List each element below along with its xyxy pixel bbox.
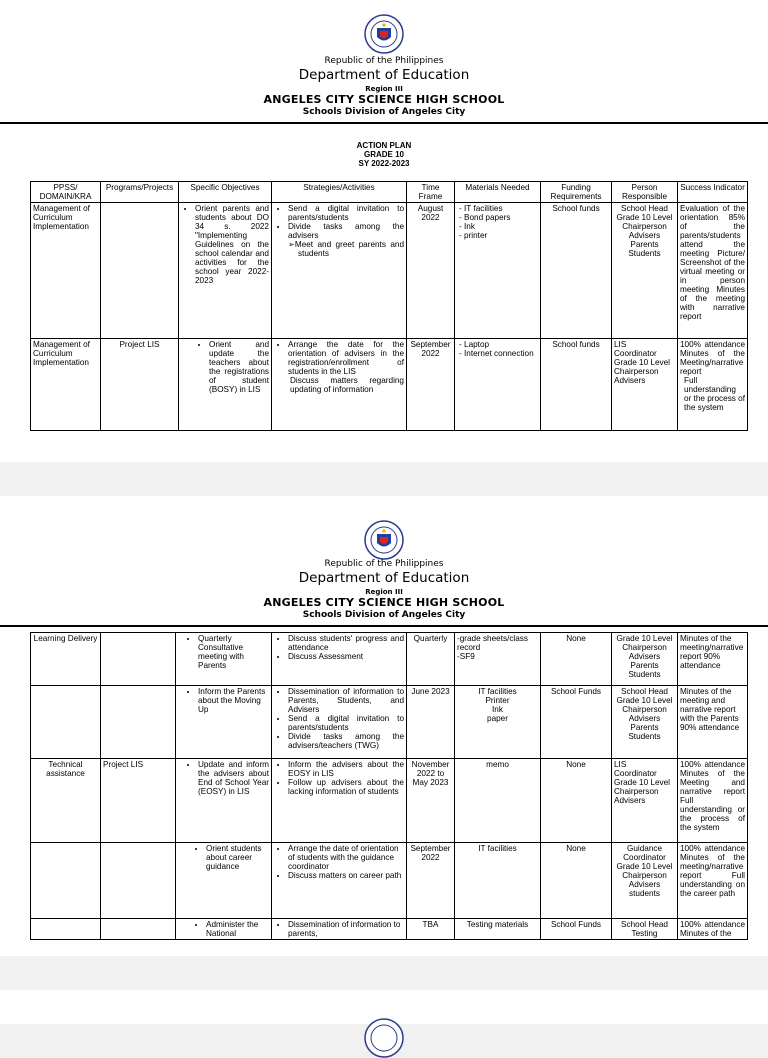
- objectives-cell: [176, 843, 272, 919]
- indicator-cell: 100% attendance Minutes of the meeting/narrative report Full understanding on the career path: [678, 843, 748, 919]
- person-line: students: [629, 889, 660, 898]
- person-line: Coordinator: [614, 349, 657, 358]
- list-item: • Follow up advisers about the lacking information of students: [288, 778, 404, 796]
- persons-cell: [612, 339, 678, 431]
- time-cell: Quarterly: [407, 633, 455, 686]
- domain-cell: Management of Curriculum Implementation: [31, 203, 101, 339]
- division-line: Schools Division of Angeles City: [302, 107, 466, 117]
- indicator-cell: 100% attendance Minutes of the Meeting and narrative report Full understanding or the process of the system: [678, 759, 748, 843]
- funding-cell: School funds: [541, 339, 612, 431]
- program-cell: Project LIS: [101, 759, 176, 843]
- person-line: Parents: [630, 240, 659, 249]
- objectives-cell: [176, 686, 272, 759]
- domain-cell: Management of Curriculum Implementation: [31, 339, 101, 431]
- indicator-cell: [678, 339, 748, 431]
- person-line: Students: [628, 249, 661, 258]
- person-line: Coordinator: [614, 769, 657, 778]
- persons-cell: [612, 843, 678, 919]
- person-line: Chairperson: [614, 787, 659, 796]
- col-header: Time Frame: [407, 182, 455, 203]
- list-item: - Internet connection: [467, 349, 538, 358]
- person-line: Testing: [631, 929, 658, 938]
- program-cell: [101, 843, 176, 919]
- list-item: • Divide tasks among the advisers/teachers (TWG): [288, 732, 404, 750]
- list-item: • Administer the National: [206, 920, 269, 938]
- program-cell: [101, 633, 176, 686]
- strategies-cell: [272, 919, 407, 940]
- republic-line: Republic of the Philippines: [324, 559, 444, 569]
- objectives-cell: [179, 203, 272, 339]
- persons-cell: [612, 633, 678, 686]
- funding-cell: School funds: [541, 203, 612, 339]
- header-rule: [0, 122, 768, 124]
- list-item: • Dissemination of information to Parents, Students, and Advisers: [288, 687, 404, 714]
- action-plan-table-2: [30, 632, 748, 940]
- list-item: • Orient and update the teachers about the registrations of student (BOSY) in LIS: [209, 340, 269, 394]
- strategies-cell: [272, 203, 407, 339]
- person-line: Chairperson: [622, 871, 667, 880]
- person-line: School Head: [621, 204, 668, 213]
- plan-sy: SY 2022-2023: [358, 159, 410, 168]
- indicator-cell: Minutes of the meeting/narrative report 90% attendance: [678, 633, 748, 686]
- table-row: [31, 686, 748, 759]
- document-page-2: [0, 496, 768, 956]
- material-line: Printer: [485, 696, 510, 705]
- funding-cell: None: [541, 759, 612, 843]
- republic-line: Republic of the Philippines: [324, 56, 444, 66]
- time-cell: August 2022: [407, 203, 455, 339]
- list-item: • Inform the Parents about the Moving Up: [198, 687, 269, 714]
- col-header: Person Responsible: [612, 182, 678, 203]
- funding-cell: None: [541, 843, 612, 919]
- time-cell: September 2022: [407, 339, 455, 431]
- person-line: Students: [628, 732, 661, 741]
- program-cell: [101, 919, 176, 940]
- person-line: LIS: [614, 340, 627, 349]
- strategies-cell: [272, 759, 407, 843]
- list-item: - Bond papers: [467, 213, 538, 222]
- col-header: PPSS/ DOMAIN/KRA: [31, 182, 101, 203]
- material-line: -SF9: [457, 652, 475, 661]
- department-title: Department of Education: [298, 570, 470, 586]
- col-header: Specific Objectives: [179, 182, 272, 203]
- list-item: • Arrange the date of orientation of students with the guidance coordinator: [288, 844, 404, 871]
- domain-cell: [31, 919, 101, 940]
- strategy-note: Discuss matters regarding updating of information: [290, 376, 404, 394]
- time-cell: June 2023: [407, 686, 455, 759]
- list-item: • Orient students about career guidance: [206, 844, 269, 871]
- materials-cell: [455, 633, 541, 686]
- objectives-cell: [176, 919, 272, 940]
- list-item: - printer: [467, 231, 538, 240]
- table-header-row: [31, 182, 748, 203]
- time-cell: September 2022: [407, 843, 455, 919]
- indicator-cell: Evaluation of the orientation 85% of the parents/students attend the meeting Picture/ Screenshot of the virtual meeting or in person meeting Minutes of the meeting with narrative report: [678, 203, 748, 339]
- person-line: Parents: [630, 661, 659, 670]
- list-item: ➢ Meet and greet parents and students: [298, 240, 404, 258]
- materials-cell: [455, 339, 541, 431]
- deped-seal-icon: [364, 14, 404, 54]
- material-line: IT facilities: [478, 844, 517, 853]
- school-name: ANGELES CITY SCIENCE HIGH SCHOOL: [263, 93, 505, 106]
- col-header: Materials Needed: [455, 182, 541, 203]
- person-line: Advisers: [614, 376, 646, 385]
- funding-cell: None: [541, 633, 612, 686]
- program-cell: [101, 203, 179, 339]
- strategies-cell: [272, 633, 407, 686]
- strategies-cell: [272, 843, 407, 919]
- list-item: • Dissemination of information to parents,: [288, 920, 404, 938]
- person-line: Advisers: [628, 880, 661, 889]
- persons-cell: [612, 759, 678, 843]
- list-item: • Discuss students' progress and attendance: [288, 634, 404, 652]
- person-line: Grade 10 Level: [616, 213, 673, 222]
- list-item: - Laptop: [467, 340, 538, 349]
- objectives-cell: [179, 339, 272, 431]
- list-item: - Ink: [467, 222, 538, 231]
- person-line: School Head: [621, 687, 668, 696]
- time-cell: TBA: [407, 919, 455, 940]
- person-line: School Head: [621, 920, 668, 929]
- table-row: [31, 633, 748, 686]
- material-line: Ink: [492, 705, 503, 714]
- list-item: • Inform the advisers about the EOSY in LIS: [288, 760, 404, 778]
- objectives-cell: [176, 633, 272, 686]
- domain-cell: Technical assistance: [31, 759, 101, 843]
- strategies-cell: [272, 686, 407, 759]
- department-title: Department of Education: [298, 67, 470, 83]
- material-line: Testing materials: [466, 920, 529, 929]
- indicator-text: 100% attendance Minutes of the Meeting/narrative report: [680, 340, 745, 376]
- person-line: Grade 10 Level: [616, 634, 673, 643]
- strategies-cell: [272, 339, 407, 431]
- list-item: - IT facilities: [467, 204, 538, 213]
- program-cell: Project LIS: [101, 339, 179, 431]
- material-line: paper: [487, 714, 508, 723]
- person-line: Chairperson: [614, 367, 659, 376]
- funding-cell: School Funds: [541, 919, 612, 940]
- person-line: Chairperson: [622, 705, 667, 714]
- deped-seal-icon: [364, 520, 404, 560]
- table-row: [31, 919, 748, 940]
- indicator-cell: 100% attendance Minutes of the: [678, 919, 748, 940]
- materials-cell: [455, 686, 541, 759]
- table-row: [31, 203, 748, 339]
- plan-title: ACTION PLAN: [356, 141, 412, 150]
- persons-cell: [612, 686, 678, 759]
- material-line: memo: [486, 760, 509, 769]
- time-cell: November 2022 to May 2023: [407, 759, 455, 843]
- person-line: Advisers: [628, 231, 661, 240]
- person-line: Coordinator: [623, 853, 666, 862]
- persons-cell: [612, 203, 678, 339]
- table-row: [31, 759, 748, 843]
- region-line: Region III: [365, 85, 403, 93]
- materials-cell: [455, 759, 541, 843]
- school-name: ANGELES CITY SCIENCE HIGH SCHOOL: [263, 596, 505, 609]
- materials-cell: [455, 843, 541, 919]
- col-header: Strategies/Activities: [272, 182, 407, 203]
- person-line: Grade 10 Level: [616, 696, 673, 705]
- domain-cell: [31, 843, 101, 919]
- person-line: Advisers: [614, 796, 646, 805]
- col-header: Funding Requirements: [541, 182, 612, 203]
- header-rule: [0, 625, 768, 627]
- person-line: Advisers: [628, 714, 661, 723]
- person-line: Grade 10 Level: [614, 778, 670, 787]
- person-line: Chairperson: [622, 222, 667, 231]
- col-header: Programs/Projects: [101, 182, 179, 203]
- person-line: Parents: [630, 723, 659, 732]
- funding-cell: School Funds: [541, 686, 612, 759]
- materials-cell: [455, 203, 541, 339]
- region-line: Region III: [365, 588, 403, 596]
- table-row: [31, 843, 748, 919]
- list-item: • Discuss Assessment: [288, 652, 404, 661]
- domain-cell: [31, 686, 101, 759]
- deped-seal-icon: [364, 1018, 404, 1058]
- indicator-text: Full understanding or the process of the system: [684, 376, 745, 412]
- material-line: -grade sheets/class record: [457, 634, 528, 652]
- material-line: IT facilities: [478, 687, 517, 696]
- person-line: Guidance: [626, 844, 663, 853]
- persons-cell: [612, 919, 678, 940]
- list-item: • Arrange the date for the orientation of advisers in the registration/enrollment of students in the LIS: [288, 340, 404, 376]
- domain-cell: Learning Delivery: [31, 633, 101, 686]
- materials-cell: [455, 919, 541, 940]
- indicator-cell: Minutes of the meeting and narrative report with the Parents 90% attendance: [678, 686, 748, 759]
- document-page-1: [0, 0, 768, 462]
- col-header: Success Indicator: [678, 182, 748, 203]
- person-line: Students: [628, 670, 661, 679]
- objectives-cell: [176, 759, 272, 843]
- list-item: • Update and inform the advisers about End of School Year (EOSY) in LIS: [198, 760, 269, 796]
- person-line: LIS: [614, 760, 627, 769]
- list-item: • Divide tasks among the advisers: [288, 222, 404, 240]
- list-item: • Send a digital invitation to parents/students: [288, 204, 404, 222]
- program-cell: [101, 686, 176, 759]
- table-row: [31, 339, 748, 431]
- action-plan-table-1: [30, 181, 748, 431]
- plan-grade: GRADE 10: [363, 150, 404, 159]
- person-line: Grade 10 Level: [614, 358, 670, 367]
- list-item: • Quarterly Consultative meeting with Parents: [198, 634, 269, 670]
- person-line: Advisers: [628, 652, 661, 661]
- person-line: Grade 10 Level: [616, 862, 673, 871]
- division-line: Schools Division of Angeles City: [302, 610, 466, 620]
- person-line: Chairperson: [622, 643, 667, 652]
- list-item: • Discuss matters on career path: [288, 871, 404, 880]
- list-item: • Send a digital invitation to parents/students: [288, 714, 404, 732]
- document-page-3: [0, 990, 768, 1024]
- list-item: • Orient parents and students about DO 34 s. 2022 "Implementing Guidelines on the school calendar and activities for the school year 2022-2023: [195, 204, 269, 285]
